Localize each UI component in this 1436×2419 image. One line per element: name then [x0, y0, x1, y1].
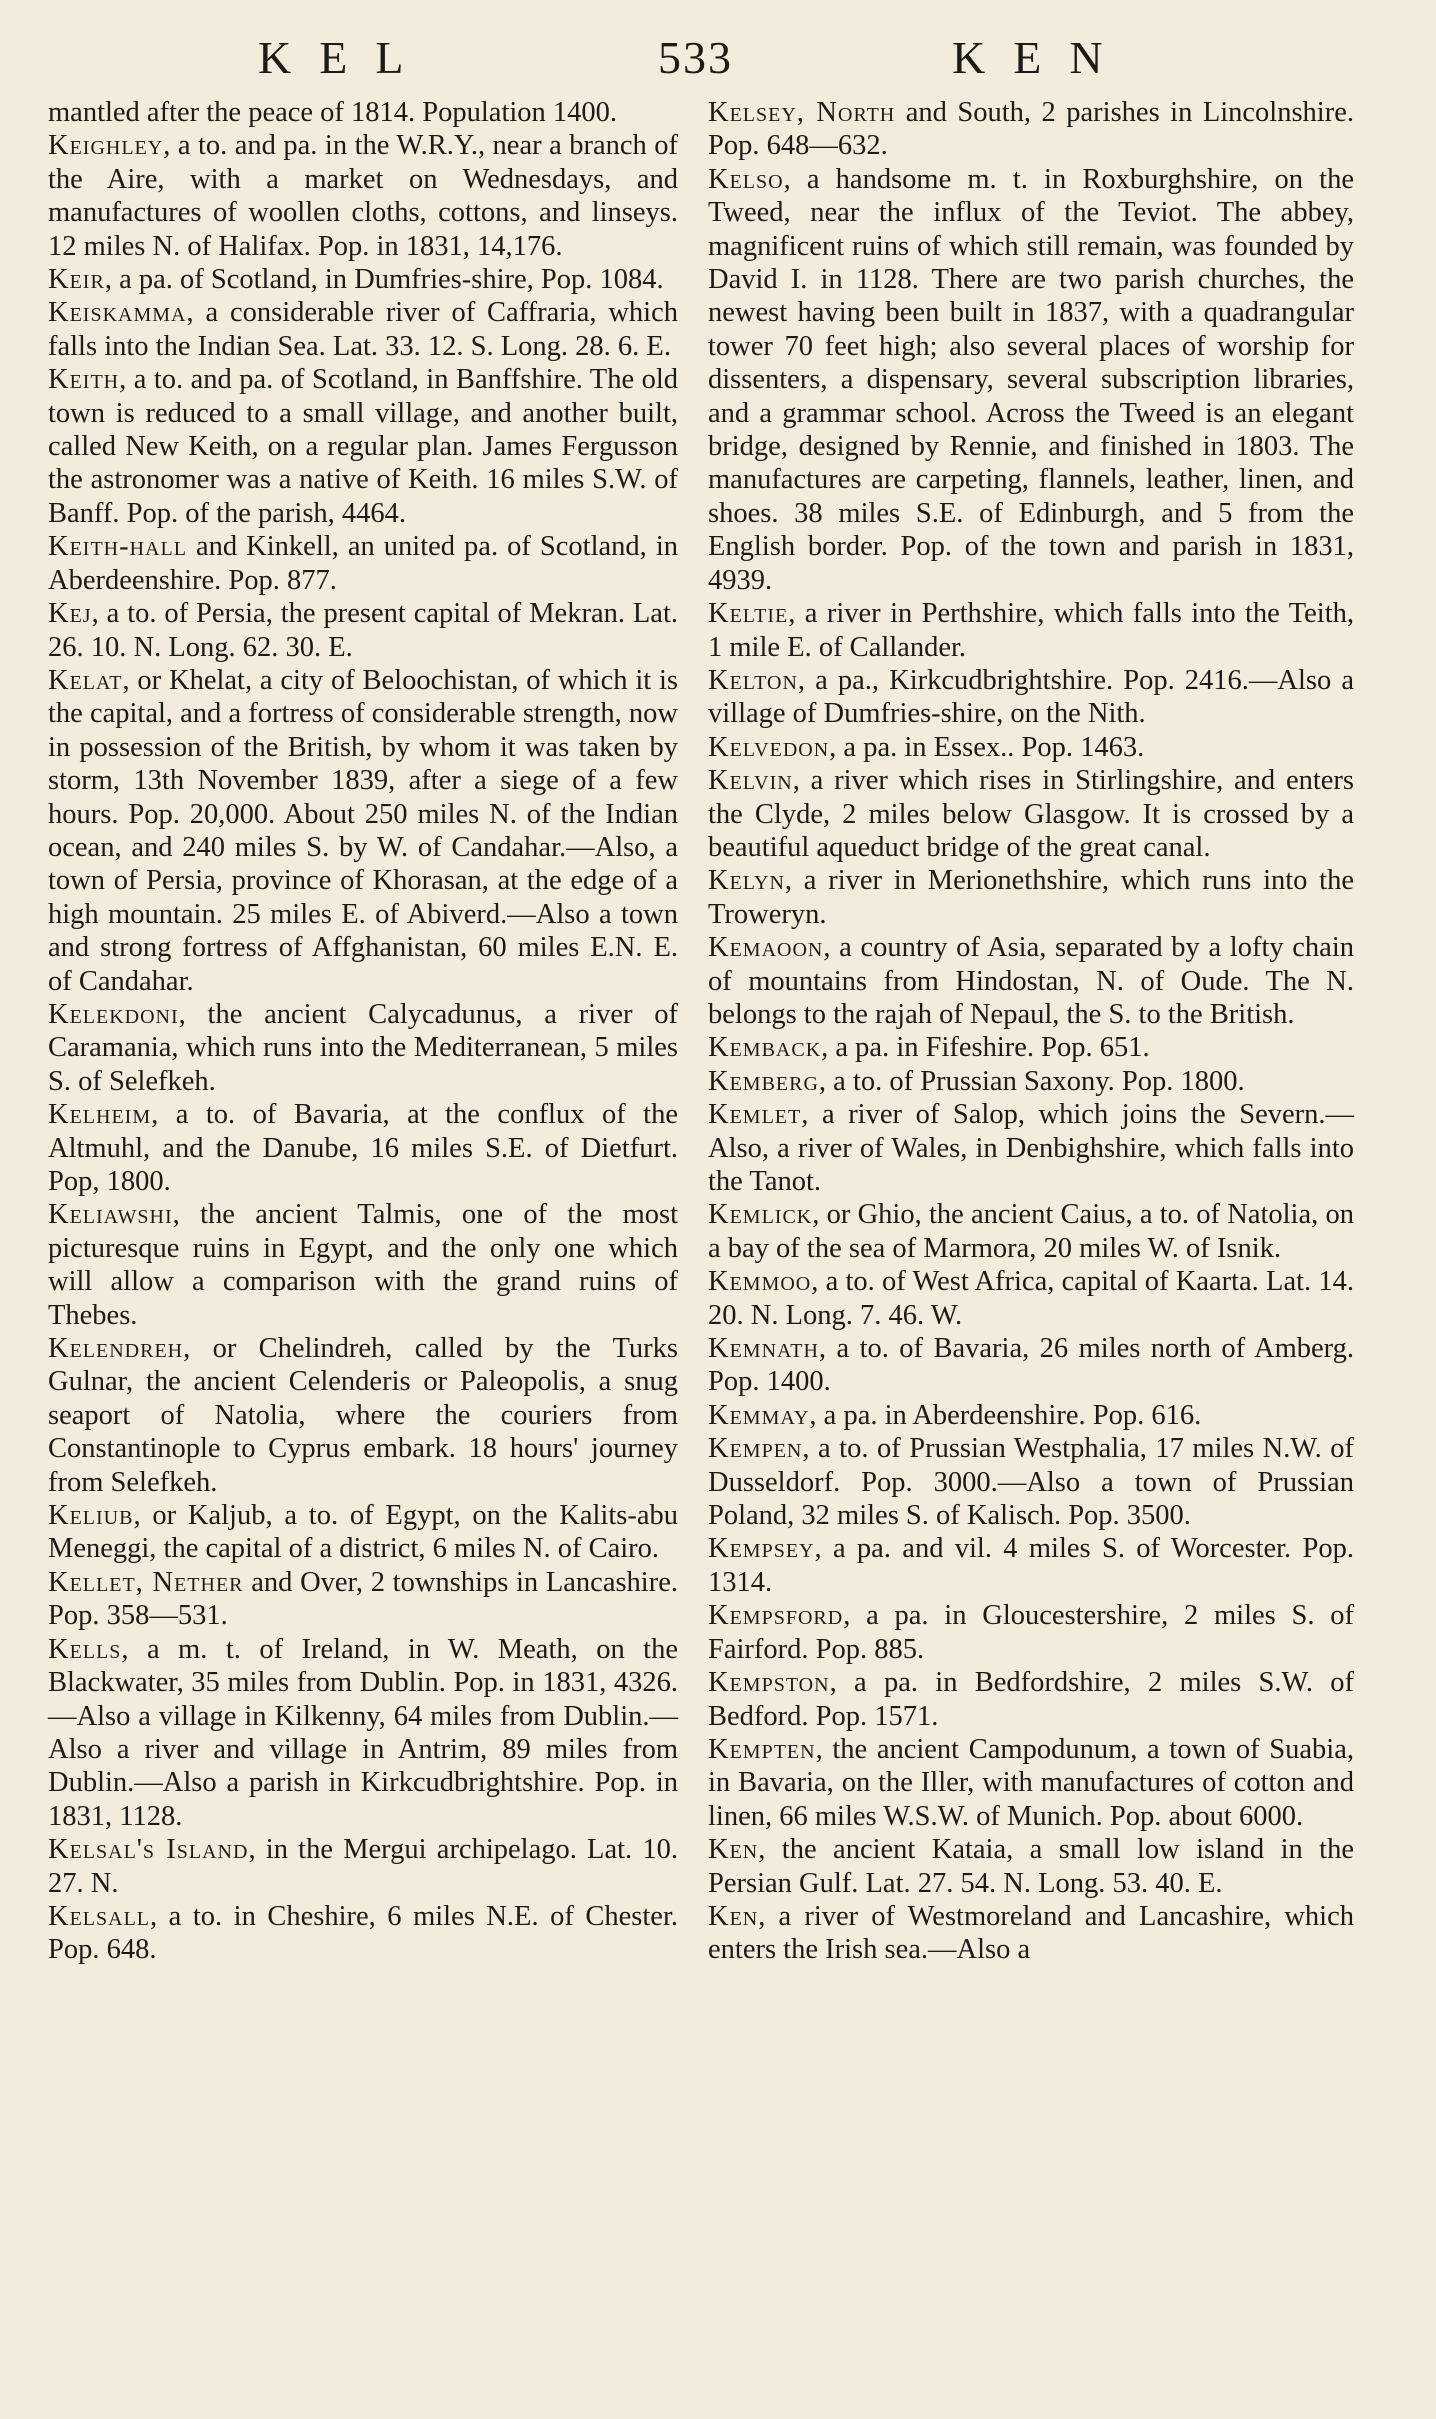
entry-headword: Kelendreh: [48, 1333, 184, 1365]
gazetteer-entry: [708, 96, 1354, 163]
gazetteer-entry: [48, 530, 678, 597]
entry-text: , a country of Asia, separated by a lofty chain of mountains from Hindostan, N. of Oude. The N. belongs to the rajah of Nepaul, the S. to the British.: [708, 932, 1354, 1030]
gazetteer-entry: [708, 1332, 1354, 1399]
entry-text: , a handsome m. t. in Roxburghshire, on the Tweed, near the influx of the Teviot. The abbey, magnificent ruins of which still remain, was founded by David I. in 1128. There are two parish churches, the newest having been built in 1837, with a quadrangular tower 70 feet high; also several places of worship for dissenters, a dispensary, several subscription libraries, and a grammar school. Across the Tweed is an elegant bridge, designed by Rennie, and finished in 1803. The manufactures are carpeting, flannels, leather, linen, and shoes. 38 miles S.E. of Edinburgh, and 5 from the English border. Pop. of the town and parish in 1831, 4939.: [708, 163, 1354, 596]
entry-headword: Kelat: [48, 664, 123, 696]
gazetteer-entry: [48, 1833, 678, 1900]
gazetteer-entry: [708, 664, 1354, 731]
gazetteer-entry: [48, 597, 678, 664]
entry-text: , a to. and pa. of Scotland, in Banffshire. The old town is reduced to a small village, and another built, called New Keith, on a regular plan. James Fergusson the astronomer was a native of Keith. 16 miles S.W. of Banff. Pop. of the parish, 4464.: [48, 364, 678, 529]
entry-text: , a to. of Prussian Westphalia, 17 miles N.W. of Dusseldorf. Pop. 3000.—Also a town of Prussian Poland, 32 miles S. of Kalisch. Pop. 3500.: [708, 1433, 1354, 1532]
gazetteer-entry: [48, 1566, 678, 1633]
entry-headword: Keir: [48, 264, 105, 296]
entry-text: , a river of Westmoreland and Lancashire, which enters the Irish sea.—Also a: [708, 1900, 1354, 1966]
entry-text: , or Khelat, a city of Beloochistan, of which it is the capital, and a fortress of considerable strength, now in possession of the British, by whom it was taken by storm, 13th November 1839, after a siege of a few hours. Pop. 20,000. About 250 miles N. of the Indian ocean, and 240 miles S. by W. of Candahar.—Also, a town of Persia, province of Khorasan, at the edge of a high mountain. 25 miles E. of Abiverd.—Also a town and strong fortress of Affghanistan, 60 miles E.N. E. of Candahar.: [48, 664, 678, 997]
entry-headword: Kemberg: [708, 1065, 819, 1097]
gazetteer-entry: [48, 1098, 678, 1198]
entry-headword: Kej: [48, 598, 92, 630]
gazetteer-entry: [708, 1399, 1354, 1432]
entry-headword: Kelyn: [708, 865, 785, 897]
right-column: [708, 96, 1354, 1967]
entry-text: , a river in Merionethshire, which runs into the Troweryn.: [708, 865, 1354, 930]
entry-headword: Kempston: [708, 1667, 830, 1699]
entry-text: , a pa. in Fifeshire. Pop. 651.: [821, 1032, 1150, 1064]
entry-headword: Kemlet: [708, 1099, 802, 1131]
gazetteer-entry: [708, 1900, 1354, 1967]
entry-headword: Kempten: [708, 1733, 816, 1765]
gazetteer-entry: [708, 764, 1354, 864]
entry-text: , the ancient Calycadunus, a river of Caramania, which runs into the Mediterranean, 5 miles S. of Selefkeh.: [48, 998, 678, 1097]
entry-headword: Kelsey, North: [708, 97, 896, 128]
entry-headword: Kemback: [708, 1032, 822, 1064]
gazetteer-entry: [708, 1833, 1354, 1900]
entry-text: and Kinkell, an united pa. of Scotland, in Aberdeenshire. Pop. 877.: [48, 531, 678, 596]
gazetteer-entry: [48, 363, 678, 530]
entry-text: , a pa., Kirkcudbrightshire. Pop. 2416.—Also a village of Dumfries-shire, on the Nith.: [708, 664, 1354, 730]
entry-text: , a to. in Cheshire, 6 miles N.E. of Chester. Pop. 648.: [48, 1900, 678, 1966]
entry-text: , a pa. of Scotland, in Dumfries-shire, Pop. 1084.: [104, 264, 664, 296]
gazetteer-entry: [48, 1499, 678, 1566]
entry-headword: Kelsall: [48, 1900, 151, 1932]
entry-headword: Ken: [708, 1900, 759, 1932]
entry-text: , a river of Salop, which joins the Severn.—Also, a river of Wales, in Denbighshire, which falls into the Tanot.: [708, 1099, 1354, 1197]
gazetteer-entry: [48, 96, 678, 129]
gazetteer-entry: [708, 1065, 1354, 1098]
entry-headword: Kempsey: [708, 1533, 815, 1565]
gazetteer-entry: [48, 263, 678, 296]
entry-headword: Keith: [48, 364, 120, 396]
gazetteer-entry: [48, 1633, 678, 1833]
entry-text: , a to. of Prussian Saxony. Pop. 1800.: [818, 1065, 1245, 1097]
gazetteer-entry: [708, 864, 1354, 931]
entry-text: , the ancient Talmis, one of the most picturesque ruins in Egypt, and the only one which will allow a comparison with the grand ruins of Thebes.: [48, 1199, 678, 1331]
gazetteer-entry: [708, 1432, 1354, 1532]
gazetteer-entry: [48, 1332, 678, 1499]
entry-headword: Kemmay: [708, 1399, 810, 1431]
entry-text: , the ancient Campodunum, a town of Suabia, in Bavaria, on the Iller, with manufactures of cotton and linen, 66 miles W.S.W. of Munich. Pop. about 6000.: [708, 1733, 1354, 1832]
entry-headword: Kempsford: [708, 1600, 844, 1632]
entry-text: , a m. t. of Ireland, in W. Meath, on the Blackwater, 35 miles from Dublin. Pop. in 1831, 4326.—Also a village in Kilkenny, 64 miles from Dublin.—Also a river and village in Antrim, 89 miles from Dublin.—Also a parish in Kirkcudbrightshire. Pop. in 1831, 1128.: [48, 1633, 678, 1832]
entry-headword: Keliawshi: [48, 1199, 173, 1231]
gazetteer-entry: [708, 1532, 1354, 1599]
entry-text: , a pa. in Aberdeenshire. Pop. 616.: [809, 1399, 1202, 1431]
entry-headword: Kelvedon: [708, 731, 830, 763]
entry-text: , a pa. in Essex.. Pop. 1463.: [829, 731, 1145, 763]
gazetteer-entry: [708, 597, 1354, 664]
gazetteer-entry: [708, 1666, 1354, 1733]
gazetteer-entry: [48, 1900, 678, 1967]
entry-headword: Keiskamma: [48, 297, 187, 329]
gazetteer-entry: [48, 664, 678, 998]
entry-headword: Kemaoon: [708, 932, 824, 964]
entry-headword: Kelton: [708, 664, 798, 696]
entry-text: , or Ghio, the ancient Caius, a to. of Natolia, on a bay of the sea of Marmora, 20 miles W. of Isnik.: [708, 1199, 1354, 1264]
page-number: 533: [658, 32, 733, 83]
entry-text: , a river in Perthshire, which falls into the Teith, 1 mile E. of Callander.: [708, 598, 1354, 663]
gazetteer-entry: [708, 931, 1354, 1031]
entry-text: , a to. of West Africa, capital of Kaarta. Lat. 14. 20. N. Long. 7. 46. W.: [708, 1266, 1354, 1331]
gazetteer-entry: [708, 731, 1354, 764]
left-column: [48, 96, 678, 1967]
entry-text: , a river which rises in Stirlingshire, and enters the Clyde, 2 miles below Glasgow. It is crossed by a beautiful aqueduct bridge of the great canal.: [708, 765, 1354, 863]
entry-headword: Keighley: [48, 130, 164, 162]
entry-headword: Keith-hall: [48, 531, 187, 563]
entry-text: mantled after the peace of 1814. Population 1400.: [48, 97, 618, 128]
entry-text: , a to. of Bavaria, 26 miles north of Amberg. Pop. 1400.: [708, 1333, 1354, 1398]
entry-text: and Over, 2 townships in Lancashire. Pop. 358—531.: [48, 1566, 678, 1632]
entry-text: , a pa. in Gloucestershire, 2 miles S. of Fairford. Pop. 885.: [708, 1600, 1354, 1665]
entry-text: and South, 2 parishes in Lincolnshire. Pop. 648—632.: [708, 97, 1354, 162]
entry-headword: Kells: [48, 1633, 122, 1665]
entry-headword: Kelsal's Island: [48, 1834, 249, 1866]
gazetteer-entry: [48, 1198, 678, 1332]
entry-text: , a to. of Persia, the present capital of Mekran. Lat. 26. 10. N. Long. 62. 30. E.: [48, 598, 678, 663]
entry-headword: Kemlick: [708, 1199, 813, 1231]
entry-text: , a considerable river of Caffraria, which falls into the Indian Sea. Lat. 33. 12. S. Long. 28. 6. E.: [48, 297, 678, 362]
entry-headword: Kellet, Nether: [48, 1566, 244, 1598]
entry-text: , a pa. and vil. 4 miles S. of Worcester. Pop. 1314.: [708, 1533, 1354, 1598]
gazetteer-entry: [708, 1733, 1354, 1833]
entry-headword: Ken: [708, 1834, 759, 1866]
entry-text: , or Kaljub, a to. of Egypt, on the Kalits-abu Meneggi, the capital of a district, 6 miles N. of Cairo.: [48, 1500, 678, 1565]
gazetteer-entry: [48, 998, 678, 1098]
gazetteer-entry: [708, 1198, 1354, 1265]
gazetteer-entry: [708, 1031, 1354, 1064]
entry-headword: Keltie: [708, 598, 789, 630]
entry-headword: Kelheim: [48, 1099, 152, 1131]
entry-text: , in the Mergui archipelago. Lat. 10. 27. N.: [48, 1834, 678, 1899]
entry-headword: Kelvin: [708, 765, 793, 797]
entry-text: , the ancient Kataia, a small low island in the Persian Gulf. Lat. 27. 54. N. Long. 53. 40. E.: [708, 1834, 1354, 1899]
gazetteer-entry: [708, 1265, 1354, 1332]
entry-headword: Kemnath: [708, 1333, 819, 1365]
entry-headword: Kelso: [708, 163, 784, 195]
running-header: [0, 28, 1436, 88]
entry-text: , or Chelindreh, called by the Turks Gulnar, the ancient Celenderis or Paleopolis, a snug seaport of Natolia, where the couriers from Constantinople to Cyprus embark. 18 hours' journey from Selefkeh.: [48, 1333, 678, 1498]
entry-headword: Kelekdoni: [48, 998, 179, 1030]
gazetteer-entry: [48, 129, 678, 263]
header-right-guide-word: KEN: [952, 32, 1131, 83]
entry-text: , a to. and pa. in the W.R.Y., near a branch of the Aire, with a market on Wednesdays, and manufactures of woollen cloths, cottons, and linseys. 12 miles N. of Halifax. Pop. in 1831, 14,176.: [48, 130, 678, 262]
gazetteer-entry: [48, 296, 678, 363]
gazetteer-entry: [708, 1599, 1354, 1666]
entry-headword: Keliub: [48, 1500, 134, 1532]
header-left-guide-word: KEL: [258, 32, 432, 83]
entry-text: , a to. of Bavaria, at the conflux of the Altmuhl, and the Danube, 16 miles S.E. of Dietfurt. Pop, 1800.: [48, 1099, 678, 1197]
entry-text: , a pa. in Bedfordshire, 2 miles S.W. of Bedford. Pop. 1571.: [708, 1667, 1354, 1732]
entry-headword: Kempen: [708, 1433, 803, 1465]
gazetteer-entry: [708, 163, 1354, 597]
entry-headword: Kemmoo: [708, 1266, 812, 1298]
gazetteer-entry: [708, 1098, 1354, 1198]
